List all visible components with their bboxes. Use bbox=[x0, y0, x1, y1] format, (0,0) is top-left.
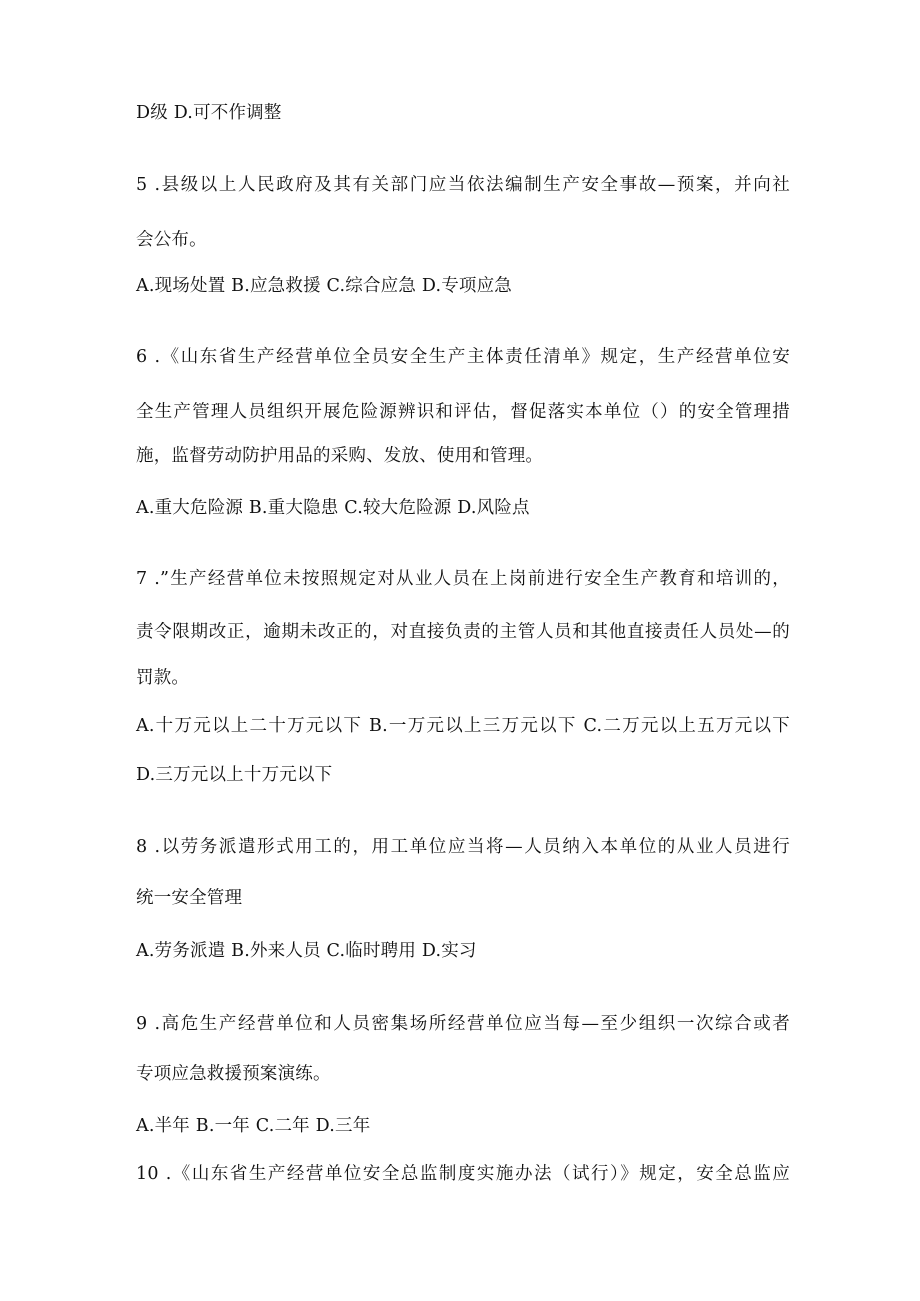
question-9-line-1: 9 .高危生产经营单位和人员密集场所经营单位应当每—至少组织一次综合或者 bbox=[136, 1014, 790, 1034]
question-6-line-2: 全生产管理人员组织开展危险源辨识和评估，督促落实本单位（）的安全管理措 bbox=[136, 402, 790, 422]
question-6-line-3: 施，监督劳动防护用品的采购、发放、使用和管理。 bbox=[136, 446, 544, 466]
question-8-line-1: 8 .以劳务派遣形式用工的，用工单位应当将—人员纳入本单位的从业人员进行 bbox=[136, 837, 790, 857]
question-5-line-1: 5 .县级以上人民政府及其有关部门应当依法编制生产安全事故—预案，并向社 bbox=[136, 175, 790, 195]
question-5-options: A.现场处置 B.应急救援 C.综合应急 D.专项应急 bbox=[136, 276, 513, 296]
question-6-options: A.重大危险源 B.重大隐患 C.较大危险源 D.风险点 bbox=[136, 498, 530, 518]
text-line-option-d-continued: D级 D.可不作调整 bbox=[136, 103, 282, 123]
question-7-line-2: 责令限期改正，逾期未改正的，对直接负责的主管人员和其他直接责任人员处—的 bbox=[136, 622, 790, 642]
question-6-line-1: 6 .《山东省生产经营单位全员安全生产主体责任清单》规定，生产经营单位安 bbox=[136, 347, 790, 367]
question-8-line-2: 统一安全管理 bbox=[136, 888, 243, 908]
question-7-options-line-2: D.三万元以上十万元以下 bbox=[136, 765, 333, 785]
question-9-options: A.半年 B.一年 C.二年 D.三年 bbox=[136, 1116, 371, 1136]
question-10-line-1: 10 .《山东省生产经营单位安全总监制度实施办法（试行）》规定，安全总监应 bbox=[136, 1164, 790, 1184]
question-7-options-line-1: A.十万元以上二十万元以下 B.一万元以上三万元以下 C.二万元以上五万元以下 bbox=[136, 716, 790, 736]
question-7-line-1: 7 .”生产经营单位未按照规定对从业人员在上岗前进行安全生产教育和培训的， bbox=[136, 569, 790, 589]
question-5-line-2: 会公布。 bbox=[136, 230, 207, 250]
question-7-line-3: 罚款。 bbox=[136, 668, 190, 688]
question-9-line-2: 专项应急救援预案演练。 bbox=[136, 1064, 331, 1084]
question-8-options: A.劳务派遣 B.外来人员 C.临时聘用 D.实习 bbox=[136, 941, 477, 961]
